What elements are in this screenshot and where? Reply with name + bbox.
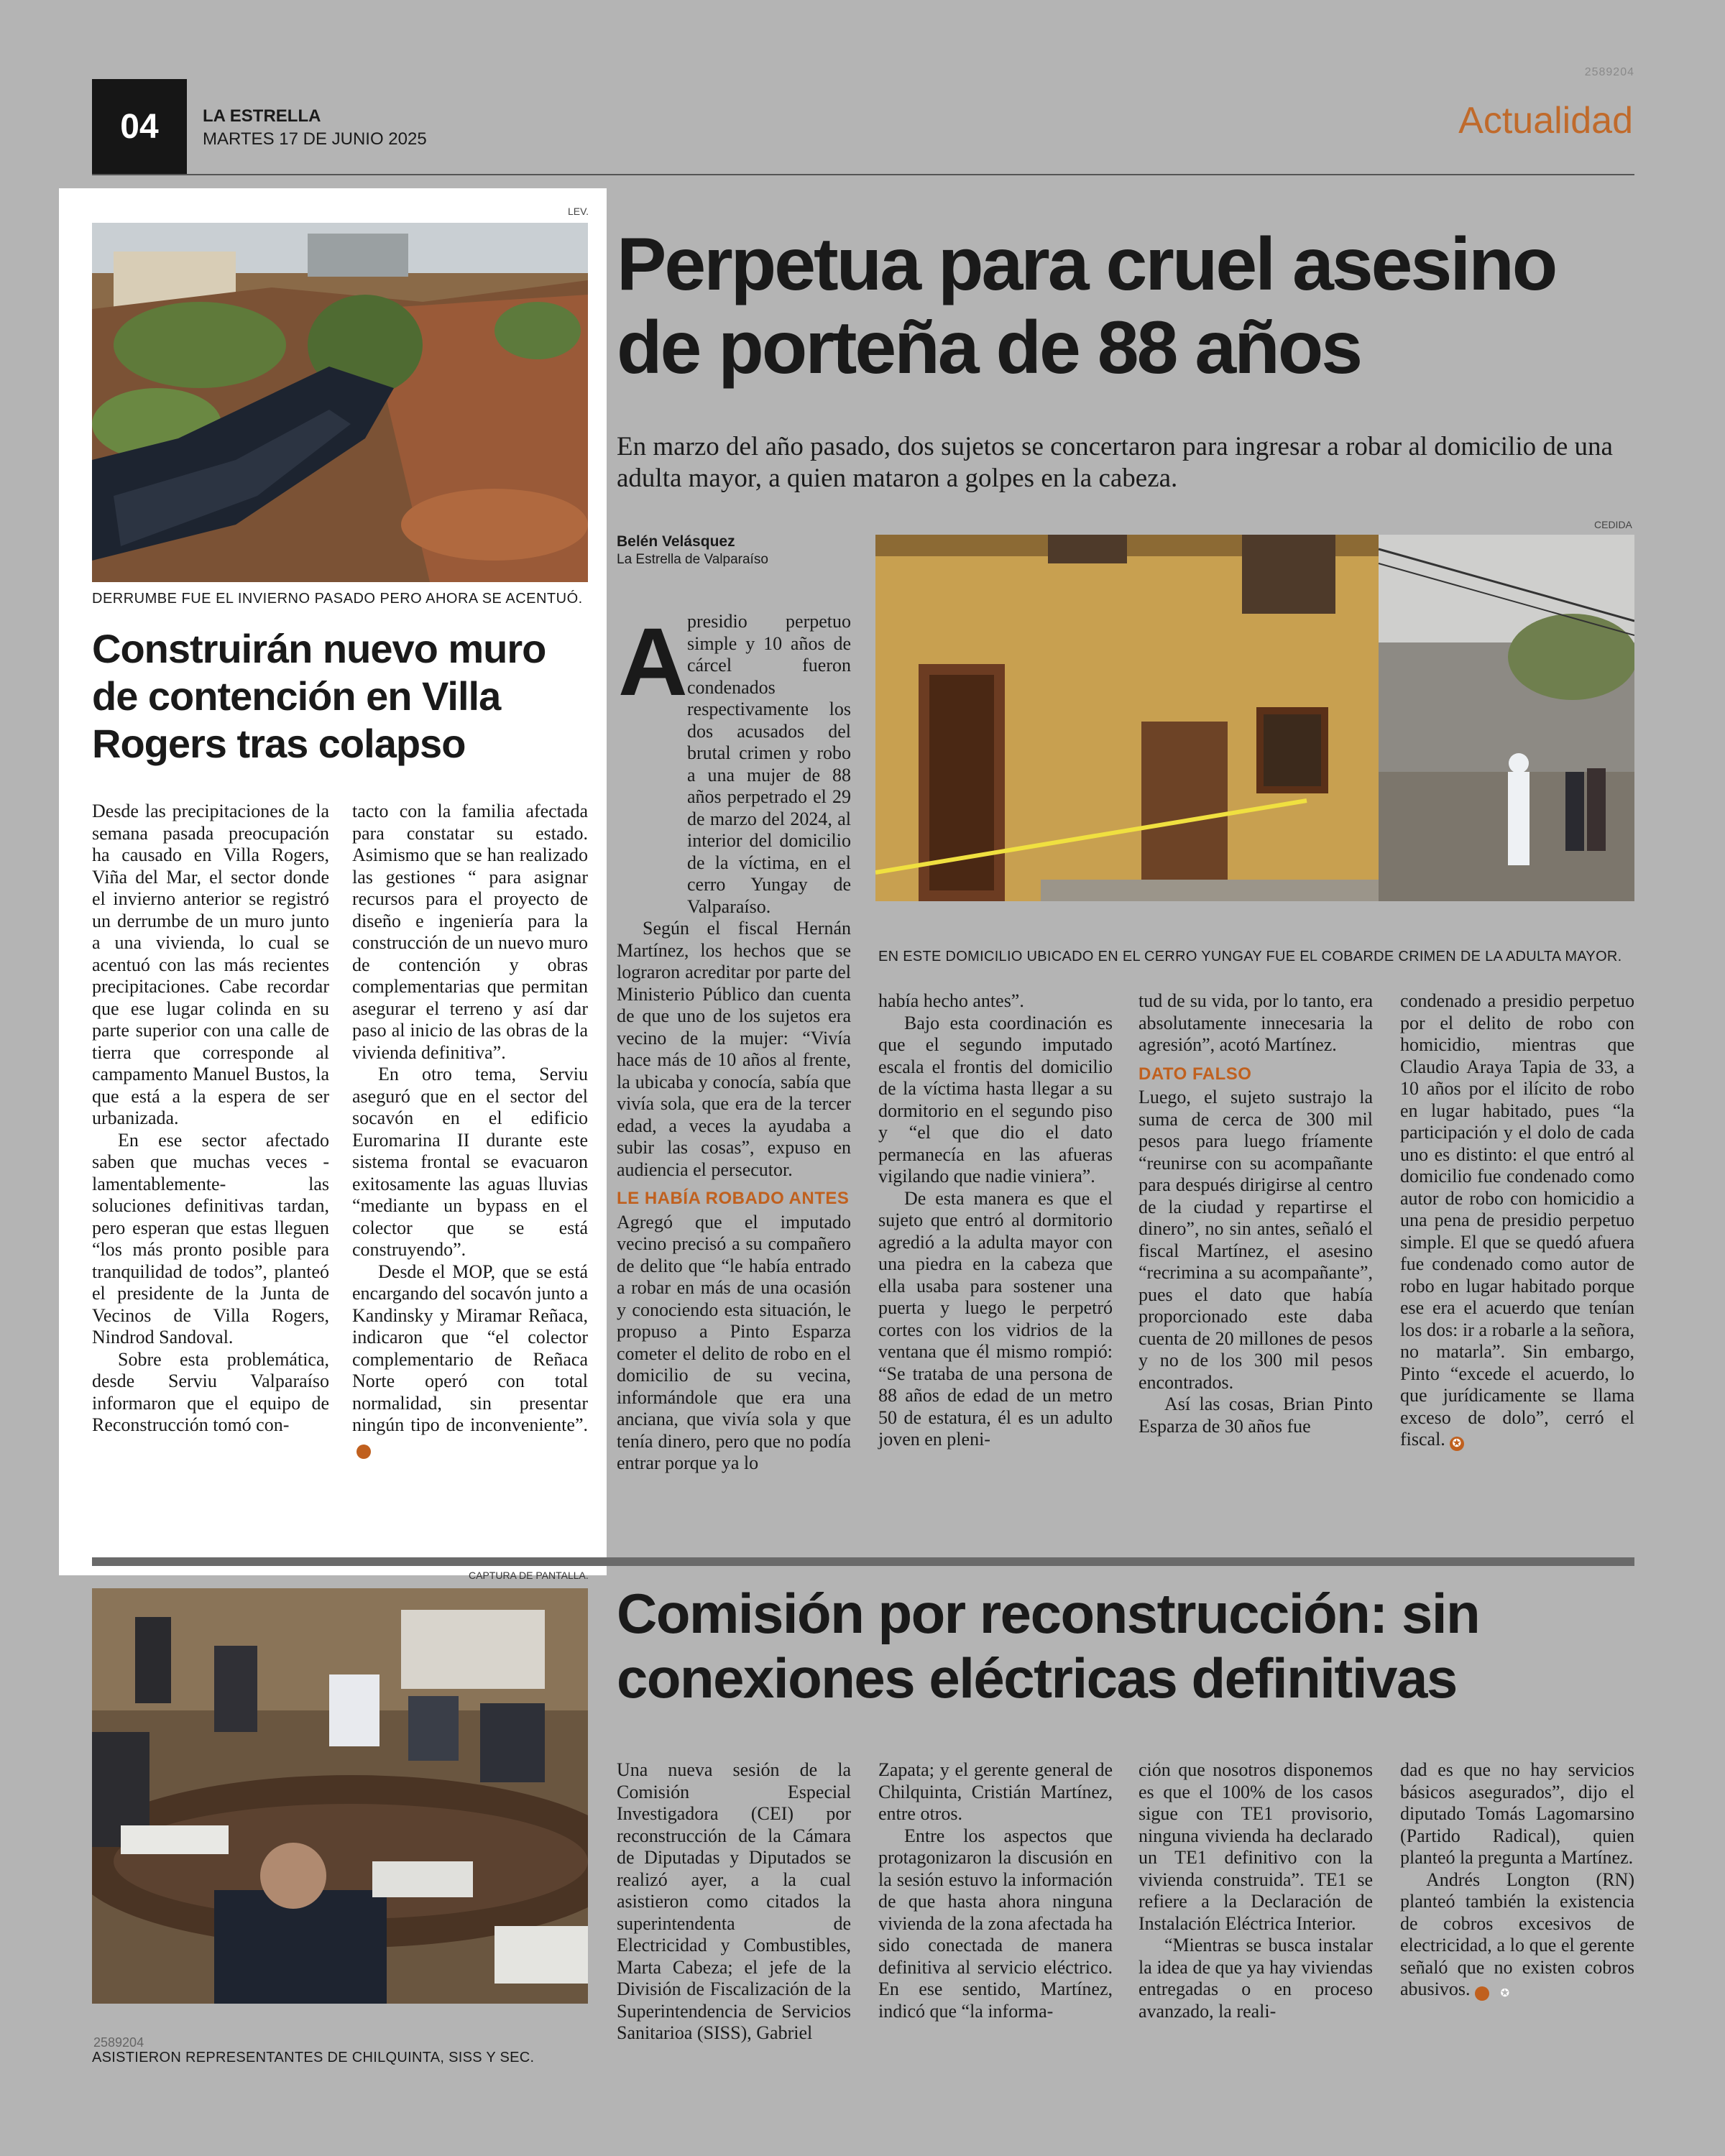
article-deck: En marzo del año pasado, dos sujetos se concertaron para ingresar a robar al domicilio de una adulta mayor, a quien mataron a golpes en la cabeza. [617,432,1613,493]
author-name: Belén Velásquez [617,533,735,550]
article-column [92,801,329,1437]
paragraph: Luego, el sujeto sustrajo la suma de cerca de 300 mil pesos para luego fríamente “reunirse con su acompañante para después dirigirse al centro de la ciudad y repartirse el dinero”, no sin antes, señaló el fiscal Martínez, el asesino “recrimina a su acompañante”, pues el dato que había proporcionado este daba cuenta de 20 millones de pesos y no de los 300 mil pesos encontrados. [1138,1087,1373,1393]
end-of-article-icon: ✪ [356,1445,371,1459]
paragraph: Entre los aspectos que protagonizaron la discusión en la sesión estuvo la información de que hasta ahora ninguna vivienda de la zona afectada ha sido conectada de manera definitiva al servicio eléctrico. En ese sentido, Martínez, indicó que “la informa- [878,1825,1113,2022]
section-subhead: LE HABÍA ROBADO ANTES [617,1189,850,1208]
header-rule [92,174,1634,175]
landslide-photo [92,223,588,582]
page-id: 2589204 [1584,66,1634,78]
article-column [1138,990,1373,1437]
article-column [617,611,851,1475]
paragraph: Agregó que el imputado vecino precisó a su compañero de delito que “le había entrado a robar en más de una ocasión y conociendo esta situación, le propuso a Pinto Esparza cometer el delito de robo en el domicilio de su vecina, informándole que era una anciana, que vivía sola y que tenía dinero, pero que no podía entrar porque ya lo [617,1211,851,1473]
paragraph [1400,1869,1634,2001]
author-organization: La Estrella de Valparaíso [617,552,768,567]
article-headline: Comisión por reconstrucción: sin conexiones eléctricas definitivas [617,1582,1480,1710]
masthead: LA ESTRELLA [203,106,321,126]
article-headline: Construirán nuevo muro de contención en Villa Rogers tras colapso [92,626,546,766]
article-column [1400,1759,1634,2001]
paragraph: Una nueva sesión de la Comisión Especial Investigadora (CEI) por reconstrucción de la Cámara de Diputadas y Diputados se realizó ayer, a la cual asistieron como citados la superintendenta de Electricidad y Combustibles, Marta Cabeza; el jefe de la División de Fiscalización de la Superintendencia de Servicios Sanitarioa (SISS), Gabriel [617,1759,851,2043]
main-headline: Perpetua para cruel asesino de porteña de 88 años [617,223,1556,390]
lead-paragraph-intro [617,611,851,918]
paragraph: tacto con la familia afectada para constatar su estado. Asimismo que se han realizado las gestiones “ para asignar recursos para el proyecto de diseño e ingeniería para la construcción de un nuevo muro de contención y obras complementarias que permitan asegurar el terreno y así dar paso al inicio de las obras de la vivienda definitiva”. [352,801,588,1063]
house-photo-illustration [875,535,1634,901]
paragraph: De esta manera es que el sujeto que entró al dormitorio agredió a la adulta mayor con una piedra en la cabeza que ella usaba para sostener una puerta y luego le perpetró cortes con los vidrios de la ventana que él mismo rompió: “Se trataba de una persona de 88 años de edad de un metro 50 de estatura, él es un adulto joven en pleni- [878,1187,1113,1450]
paragraph-text: Desde el MOP, que se está encargando del socavón junto a Kandinsky y Miramar Reñaca, indicaron que “el colector complementario de Reñaca Norte operó con total normalidad, sin presentar ningún tipo de inconveniente”. [352,1261,588,1435]
meeting-photo-illustration [92,1588,588,2004]
article-column [1138,1759,1373,2022]
section-divider [92,1557,1634,1566]
paragraph [1400,990,1634,1451]
paragraph-text: presidio perpetuo simple y 10 años de cárcel fueron condenados respectivamente los dos acusados del brutal crimen y robo a una mujer de 88 años perpetrado el 29 de marzo del 2024, al interior del domicilio de la víctima, en el cerro Yungay de Valparaíso. [687,611,851,917]
publication-date: MARTES 17 DE JUNIO 2025 [203,129,427,149]
photo-caption: DERRUMBE FUE EL INVIERNO PASADO PERO AHORA SE ACENTUÓ. [92,591,583,607]
drop-cap: A [618,609,688,716]
page-number: 04 [92,79,187,174]
paragraph: había hecho antes”. [878,990,1024,1011]
paragraph: Desde las precipitaciones de la semana pasada preocupación ha causado en Villa Rogers, Viña del Mar, el sector donde el invierno anterior se registró un derrumbe de un muro junto a una vivienda, lo cual se acentuó con las más recientes precipitaciones. Cabe recordar que ese lugar colinda en su parte superior con una calle de tierra que corresponde al campamento Manuel Bustos, la que está a la espera de ser urbanizada. [92,801,329,1128]
photo-caption: EN ESTE DOMICILIO UBICADO EN EL CERRO YUNGAY FUE EL COBARDE CRIMEN DE LA ADULTA MAYOR. [878,949,1622,964]
paragraph: En ese sector afectado saben que muchas veces -lamentablemente- las soluciones definitivas tardan, pero esperan que estas lleguen “los más pronto posible para tranquilidad de todos”, planteó el presidente de la Junta de Vecinos de Villa Rogers, Nindrod Sandoval. [92,1129,329,1348]
page-id: 2589204 [93,2035,144,2050]
paragraph: dad es que no hay servicios básicos asegurados”, dijo el diputado Tomás Lagomarsino (Partido Radical), quien planteó la pregunta a Martínez. [1400,1759,1634,1868]
landslide-photo-illustration [92,223,588,582]
photo-credit: CAPTURA DE PANTALLA. [469,1570,589,1581]
article-column [878,990,1113,1451]
paragraph: Zapata; y el gerente general de Chilquinta, Cristián Martínez, entre otros. [878,1759,1113,1824]
paragraph: En otro tema, Serviu aseguró que en el sector del socavón en el edificio Euromarina II durante este sistema frontal se evacuaron exitosamente las aguas lluvias “mediante un bypass en el colector que se está construyendo”. [352,1064,588,1260]
paragraph: ción que nosotros disponemos es que el 100% de los casos sigue con TE1 provisorio, ninguna vivienda ha declarado un TE1 definitivo con la vivienda construida”. TE1 se refiere a la Declaración de Instalación Eléctrica Interior. [1138,1759,1373,1934]
article-column [352,801,588,1459]
paragraph: “Mientras se busca instalar la idea de que ya hay viviendas entregadas o en proceso avanzado, la reali- [1138,1935,1373,2022]
paragraph: Sobre esta problemática, desde Serviu Valparaíso informaron que el equipo de Reconstrucción tomó con- [92,1348,329,1435]
photo-credit: CEDIDA [1594,519,1632,530]
crime-scene-house-photo [875,535,1634,901]
end-of-article-icon: ✪ [1450,1437,1464,1451]
paragraph-text: Andrés Longton (RN) planteó también la existencia de cobros excesivos de electricidad, a lo que el gerente señaló que no existen cobros abusivos. [1400,1869,1634,1999]
paragraph [352,1261,588,1459]
end-of-article-icon: ✪ [1475,1986,1489,2001]
paragraph-text: condenado a presidio perpetuo por el delito de robo con homicidio, mientras que Claudio Araya Tapia de 33, a 10 años por el ilícito de robo en lugar habitado, pues “la participación y el dolo de cada uno es distinto: el que entró al domicilio fue condenado como autor de robo con homicidio a una pena de presidio perpetuo simple. El que se quedó afuera fue condenado como autor de robo en lugar habitado porque ese era el acuerdo que tenían los dos: ir a robarle a la señora, no matarla”. Sin embargo, Pinto “excede el acuerdo, lo que jurídicamente se llama exceso de dolo”, cerró el fiscal. [1400,990,1634,1450]
commission-meeting-photo [92,1588,588,2004]
paragraph: Así las cosas, Brian Pinto Esparza de 30 años fue [1138,1393,1373,1437]
paragraph: Según el fiscal Hernán Martínez, los hechos que se lograron acreditar por parte del Ministerio Público dan cuenta de que uno de los sujetos era vecino de la mujer: “Vivía hace más de 10 años al frente, la ubicaba y conocía, sabía que vivía sola, que era de la tercer edad, a veces la ayudaba a subir las cosas”, expuso en audiencia el persecutor. [617,918,851,1180]
article-column [617,1759,851,2045]
photo-caption: ASISTIERON REPRESENTANTES DE CHILQUINTA, SISS Y SEC. [92,2050,535,2065]
paragraph: tud de su vida, por lo tanto, era absolutamente innecesaria la agresión”, acotó Martínez. [1138,990,1373,1055]
section-subhead: DATO FALSO [1138,1064,1252,1084]
photo-credit: LEV. [568,206,589,217]
paragraph: Bajo esta coordinación es que el segundo imputado escala el frontis del domicilio de la víctima hasta llegar a su dormitorio en el segundo piso y “el que dio el dato permanecía en las afueras vigilando que nadie viniera”. [878,1012,1113,1187]
article-column [1400,990,1634,1451]
section-title: Actualidad [1458,100,1633,142]
article-column [878,1759,1113,2022]
